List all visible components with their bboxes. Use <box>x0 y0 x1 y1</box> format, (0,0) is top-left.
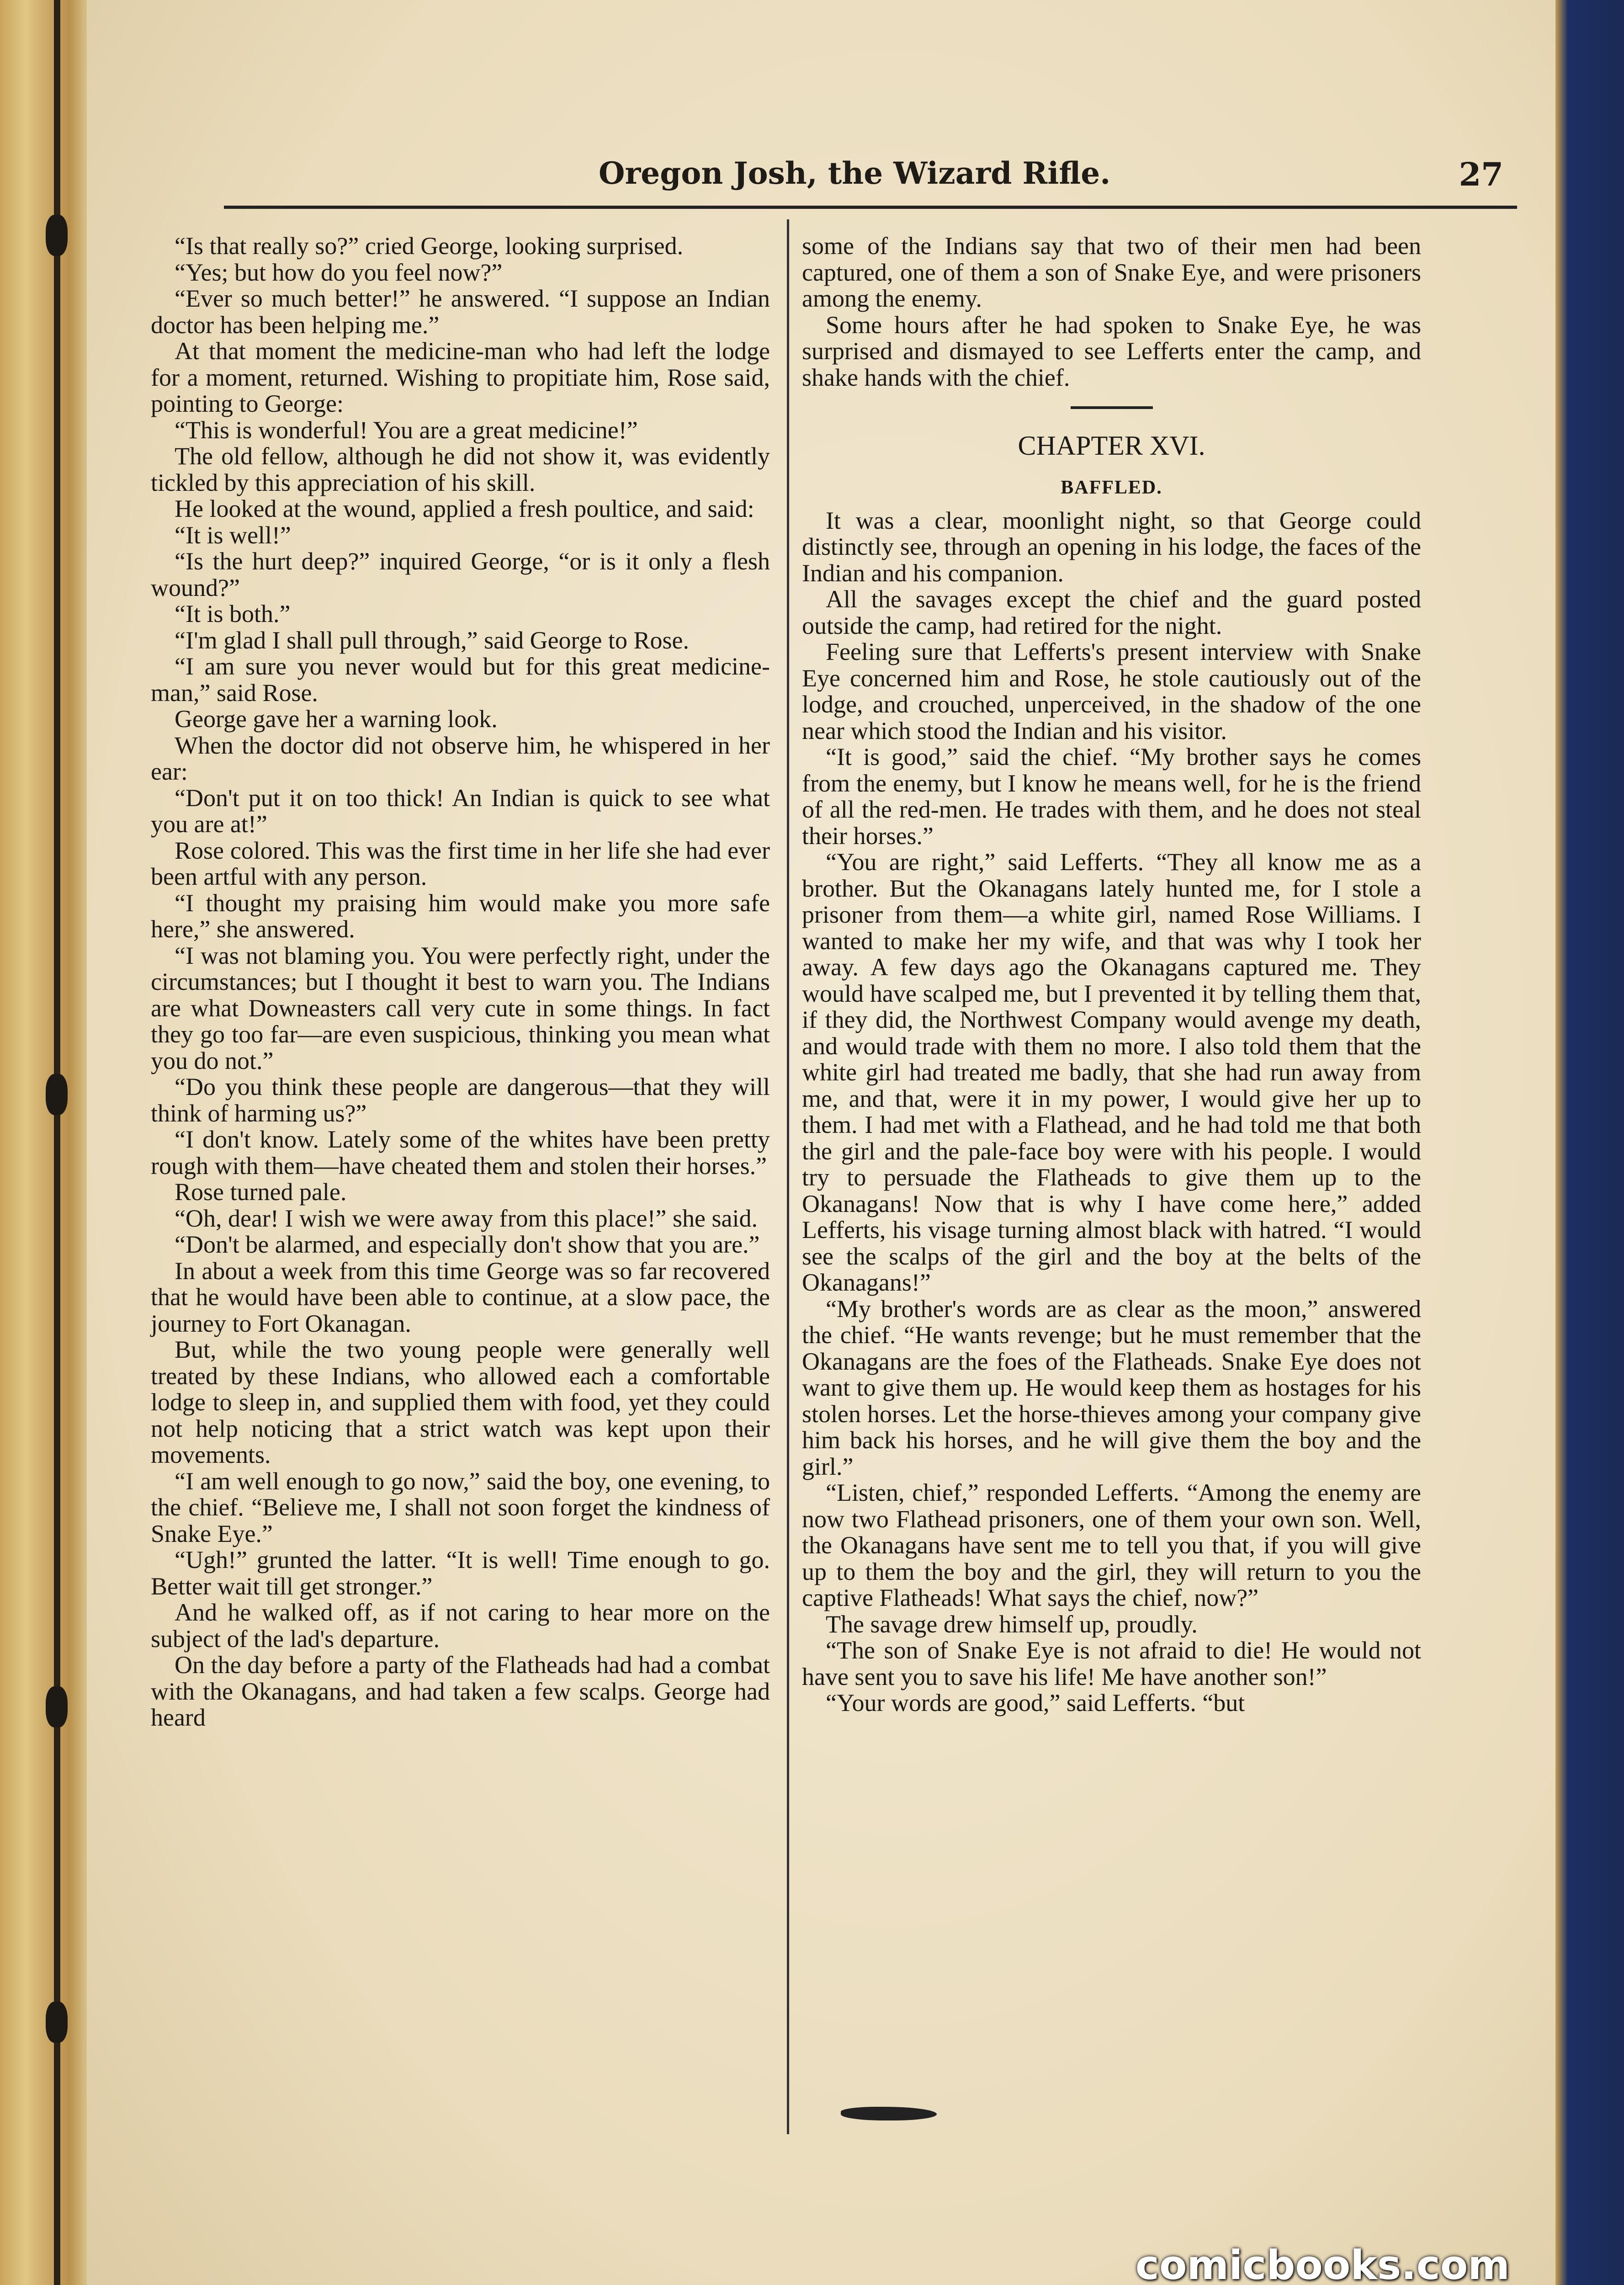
paragraph: When the doctor did not observe him, he whispered in her ear: <box>151 731 770 785</box>
paragraph: Feeling sure that Lefferts's present interview with Snake Eye concerned him and Rose, he stole cautiously out of the lodge, and crouched, unperceived, in the shadow of the one near which stood the Indian and his visitor. <box>802 638 1421 744</box>
paragraph: “I don't know. Lately some of the whites have been pretty rough with them—have cheated them and stolen their horses.” <box>151 1126 770 1180</box>
paragraph: “The son of Snake Eye is not afraid to die! He would not have sent you to save his life! Me have another son!” <box>802 1637 1421 1690</box>
paragraph: The savage drew himself up, proudly. <box>826 1610 1198 1638</box>
page-number: 27 <box>1459 155 1503 193</box>
column-rule <box>787 219 789 2134</box>
paragraph: “My brother's words are as clear as the moon,” answered the chief. “He wants revenge; but he must remember that the Okanagans are the foes of the Flatheads. Snake Eye does not want to give them up. He would keep them as hostages for his stolen horses. Let the horse-thieves among your company give him back his horses, and he will give them the boy and the girl.” <box>802 1295 1421 1480</box>
paragraph: “Do you think these people are dangerous—that they will think of harming us?” <box>151 1073 770 1127</box>
left-column <box>151 233 770 1731</box>
paragraph: “Is the hurt deep?” inquired George, “or is it only a flesh wound?” <box>151 547 770 601</box>
spine-gutter-line <box>54 0 60 2285</box>
paragraph: some of the Indians say that two of their men had been captured, one of them a son of Snake Eye, and were prisoners among the enemy. <box>802 232 1421 312</box>
paragraph: “I thought my praising him would make you more safe here,” she answered. <box>151 889 770 943</box>
paragraph: George gave her a warning look. <box>175 705 498 733</box>
paragraph: At that moment the medicine-man who had left the lodge for a moment, returned. Wishing to propitiate him, Rose said, pointing to George: <box>151 337 770 417</box>
binding-hole <box>46 1686 68 1727</box>
binding-hole <box>46 215 68 256</box>
paragraph: “Listen, chief,” responded Lefferts. “Among the enemy are now two Flathead prisoners, one of them your own son. Well, the Okanagans have sent me to tell you that, if you will give up to them the boy and the girl, they will return to you the captive Flatheads! What says the chief, now?” <box>802 1479 1421 1611</box>
paragraph: “Oh, dear! I wish we were away from this place!” she said. <box>175 1204 758 1232</box>
right-column <box>802 233 1421 1716</box>
paragraph: On the day before a party of the Flatheads had had a combat with the Okanagans, and had taken a few scalps. George had heard <box>151 1651 770 1731</box>
paragraph: Rose turned pale. <box>175 1178 347 1206</box>
page-header <box>224 151 1517 209</box>
paragraph: “I was not blaming you. You were perfectly right, under the circumstances; but I thought it best to warn you. The Indians are what Downeasters call very cute in some things. In fact they go too far—are even suspicious, thinking you mean what you do not.” <box>151 941 770 1074</box>
paragraph: “Is that really so?” cried George, looking surprised. <box>175 232 684 260</box>
watermark: comicbooks.com <box>1135 2242 1510 2285</box>
binding-hole <box>46 2002 68 2043</box>
binding-hole <box>46 1074 68 1115</box>
paragraph: “I am well enough to go now,” said the boy, one evening, to the chief. “Believe me, I shall not soon forget the kindness of Snake Eye.” <box>151 1467 770 1547</box>
paragraph: Rose colored. This was the first time in her life she had ever been artful with any person. <box>151 836 770 890</box>
paragraph: And he walked off, as if not caring to hear more on the subject of the lad's departure. <box>151 1599 770 1653</box>
paragraph: It was a clear, moonlight night, so that George could distinctly see, through an opening in his lodge, the faces of the Indian and his companion. <box>802 506 1421 587</box>
paragraph: “Yes; but how do you feel now?” <box>175 258 503 286</box>
paragraph: “Don't be alarmed, and especially don't show that you are.” <box>175 1231 760 1258</box>
paragraph: He looked at the wound, applied a fresh poultice, and said: <box>175 495 754 522</box>
paragraph: “I'm glad I shall pull through,” said George to Rose. <box>175 626 690 654</box>
paragraph: “Ever so much better!” he answered. “I suppose an Indian doctor has been helping me.” <box>151 285 770 339</box>
chapter-subtitle: BAFFLED. <box>1061 477 1162 498</box>
paragraph: “It is both.” <box>175 600 291 627</box>
paragraph: “This is wonderful! You are a great medicine!” <box>175 416 638 444</box>
paragraph: All the savages except the chief and the guard posted outside the camp, had retired for the night. <box>802 585 1421 639</box>
book-spine <box>0 0 87 2285</box>
paragraph: “Ugh!” grunted the latter. “It is well! Time enough to go. Better wait till get stronger.” <box>151 1546 770 1600</box>
paragraph: “Don't put it on too thick! An Indian is quick to see what you are at!” <box>151 784 770 838</box>
paragraph: The old fellow, although he did not show it, was evidently tickled by this appreciation of his skill. <box>151 442 770 496</box>
paragraph: “I am sure you never would but for this great medicine-man,” said Rose. <box>151 653 770 707</box>
paragraph: “It is well!” <box>175 521 291 549</box>
paragraph: But, while the two young people were generally well treated by these Indians, who allowed each a comfortable lodge to sleep in, and supplied them with food, yet they could not help noticing that a strict watch was kept upon their movements. <box>151 1336 770 1468</box>
chapter-title: CHAPTER XVI. <box>1018 430 1205 461</box>
paragraph: In about a week from this time George was so far recovered that he would have been able to continue, at a slow pace, the journey to Fort Okanagan. <box>151 1257 770 1337</box>
paragraph: “You are right,” said Lefferts. “They all know me as a brother. But the Okanagans lately hunted me, for I stole a prisoner from them—a white girl, named Rose Williams. I wanted to make her my wife, and that was why I took her away. A few days ago the Okanagans captured me. They would have scalped me, but I prevented it by telling them that, if they did, the Northwest Company would avenge my death, and would trade with them no more. I also told them that the white girl had treated me badly, that she had run away from me, and that, were it in my power, I would give her up to them. I had met with a Flathead, and he had told me that both the girl and the pale-face boy were with his people. I would try to persuade the Flatheads to give them up to the Okanagans! Now that is why I have come here,” added Lefferts, his visage turning almost black with hatred. “I would see the scalps of the girl and the boy at the belts of the Okanagans!” <box>802 848 1421 1296</box>
book-page <box>87 0 1555 2285</box>
running-title: Oregon Josh, the Wizard Rifle. <box>599 155 1111 191</box>
cover-edge <box>1555 0 1624 2285</box>
paragraph: “It is good,” said the chief. “My brother says he comes from the enemy, but I know he means well, for he is the friend of all the red-men. He trades with them, and he does not steal their horses.” <box>802 743 1421 850</box>
paragraph: Some hours after he had spoken to Snake Eye, he was surprised and dismayed to see Lefferts enter the camp, and shake hands with the chief. <box>802 311 1421 391</box>
paragraph: “Your words are good,” said Lefferts. “but <box>826 1689 1245 1716</box>
ink-smudge <box>841 2107 937 2120</box>
section-divider <box>1071 406 1153 409</box>
